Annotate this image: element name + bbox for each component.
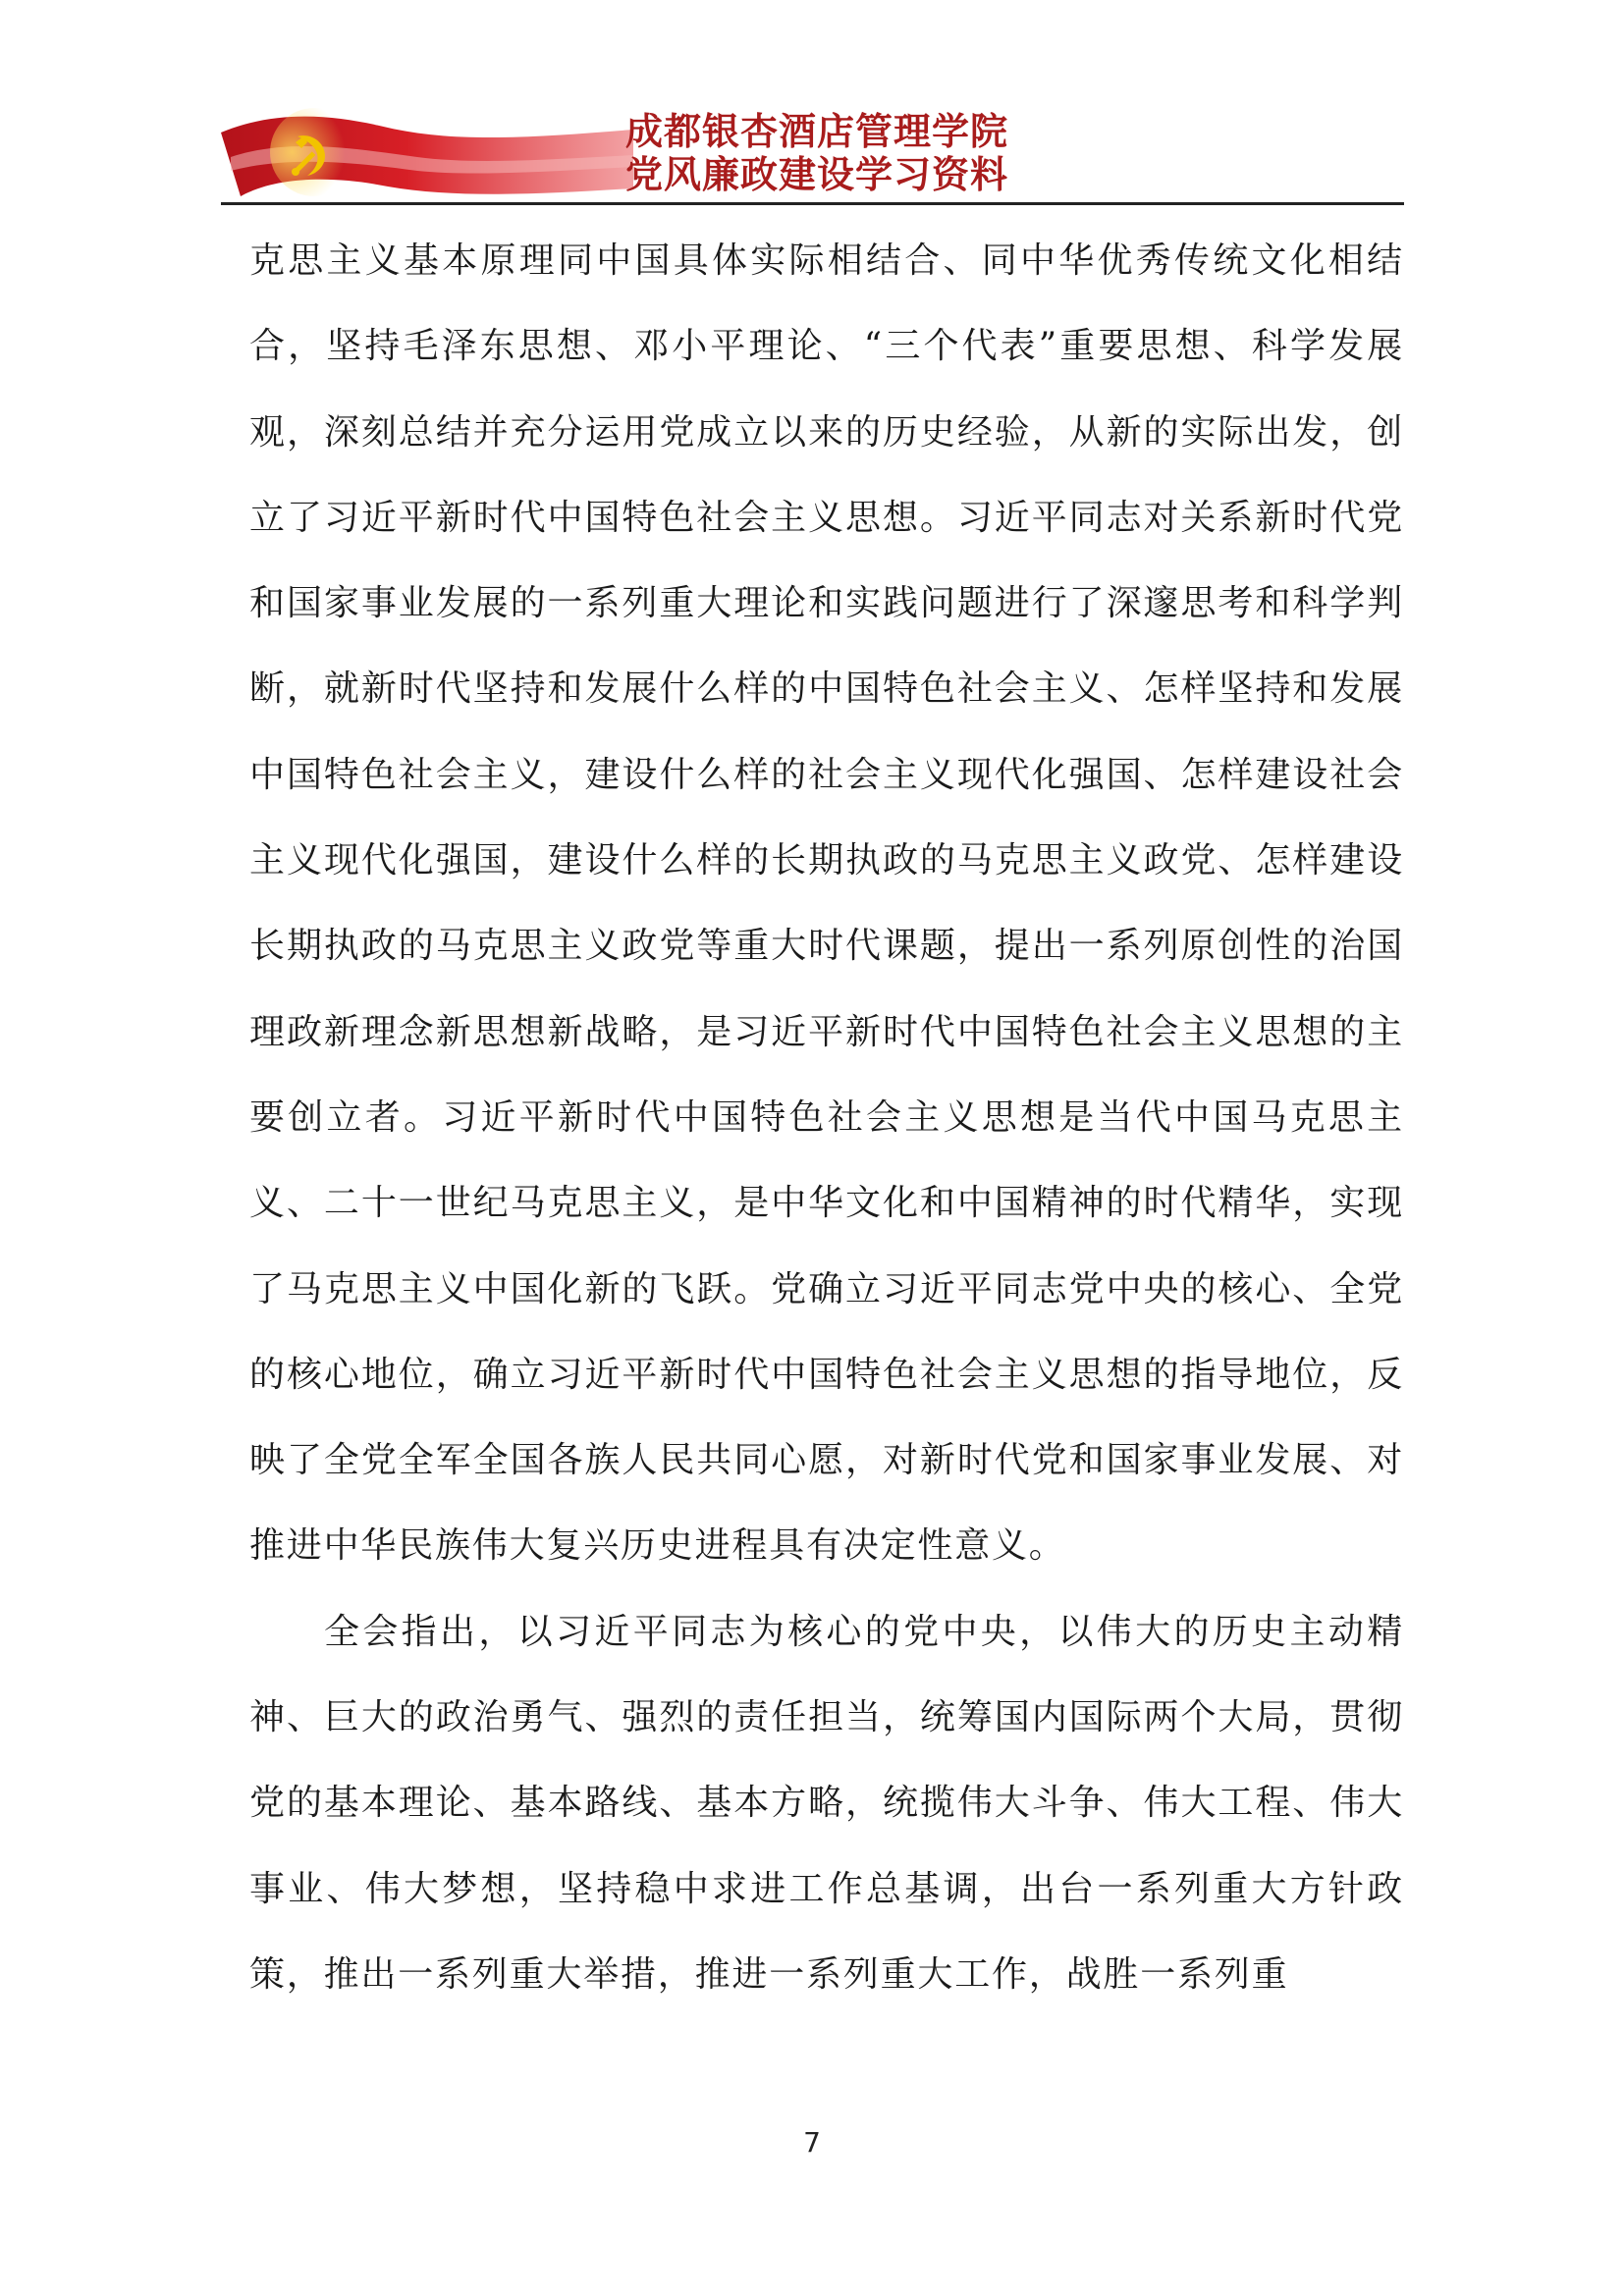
party-emblem-icon	[221, 98, 633, 202]
page-number: 7	[803, 2126, 821, 2159]
page-header	[221, 98, 1404, 202]
paragraph-2: 全会指出，以习近平同志为核心的党中央，以伟大的历史主动精神、巨大的政治勇气、强烈的责任担当，统筹国内国际两个大局，贯彻党的基本理论、基本路线、基本方略，统揽伟大斗争、伟大工程、伟大事业、伟大梦想，坚持稳中求进工作总基调，出台一系列重大方针政策，推出一系列重大举措，推进一系列重大工作，战胜一系列重	[249, 1611, 1404, 1995]
document-body	[249, 218, 1404, 2017]
header-title-line1: 成都银杏酒店管理学院	[625, 110, 1009, 153]
paragraph-1: 克思主义基本原理同中国具体实际相结合、同中华优秀传统文化相结合，坚持毛泽东思想、邓小平理论、“三个代表”重要思想、科学发展观，深刻总结并充分运用党成立以来的历史经验，从新的实际出发，创立了习近平新时代中国特色社会主义思想。习近平同志对关系新时代党和国家事业发展的一系列重大理论和实践问题进行了深邃思考和科学判断，就新时代坚持和发展什么样的中国特色社会主义、怎样坚持和发展中国特色社会主义，建设什么样的社会主义现代化强国、怎样建设社会主义现代化强国，建设什么样的长期执政的马克思主义政党、怎样建设长期执政的马克思主义政党等重大时代课题，提出一系列原创性的治国理政新理念新思想新战略，是习近平新时代中国特色社会主义思想的主要创立者。习近平新时代中国特色社会主义思想是当代中国马克思主义、二十一世纪马克思主义，是中华文化和中国精神的时代精华，实现了马克思主义中国化新的飞跃。党确立习近平同志党中央的核心、全党的核心地位，确立习近平新时代中国特色社会主义思想的指导地位，反映了全党全军全国各族人民共同心愿，对新时代党和国家事业发展、对推进中华民族伟大复兴历史进程具有决定性意义。	[249, 240, 1404, 1567]
header-divider	[221, 202, 1404, 205]
header-title-line2: 党风廉政建设学习资料	[625, 153, 1009, 196]
